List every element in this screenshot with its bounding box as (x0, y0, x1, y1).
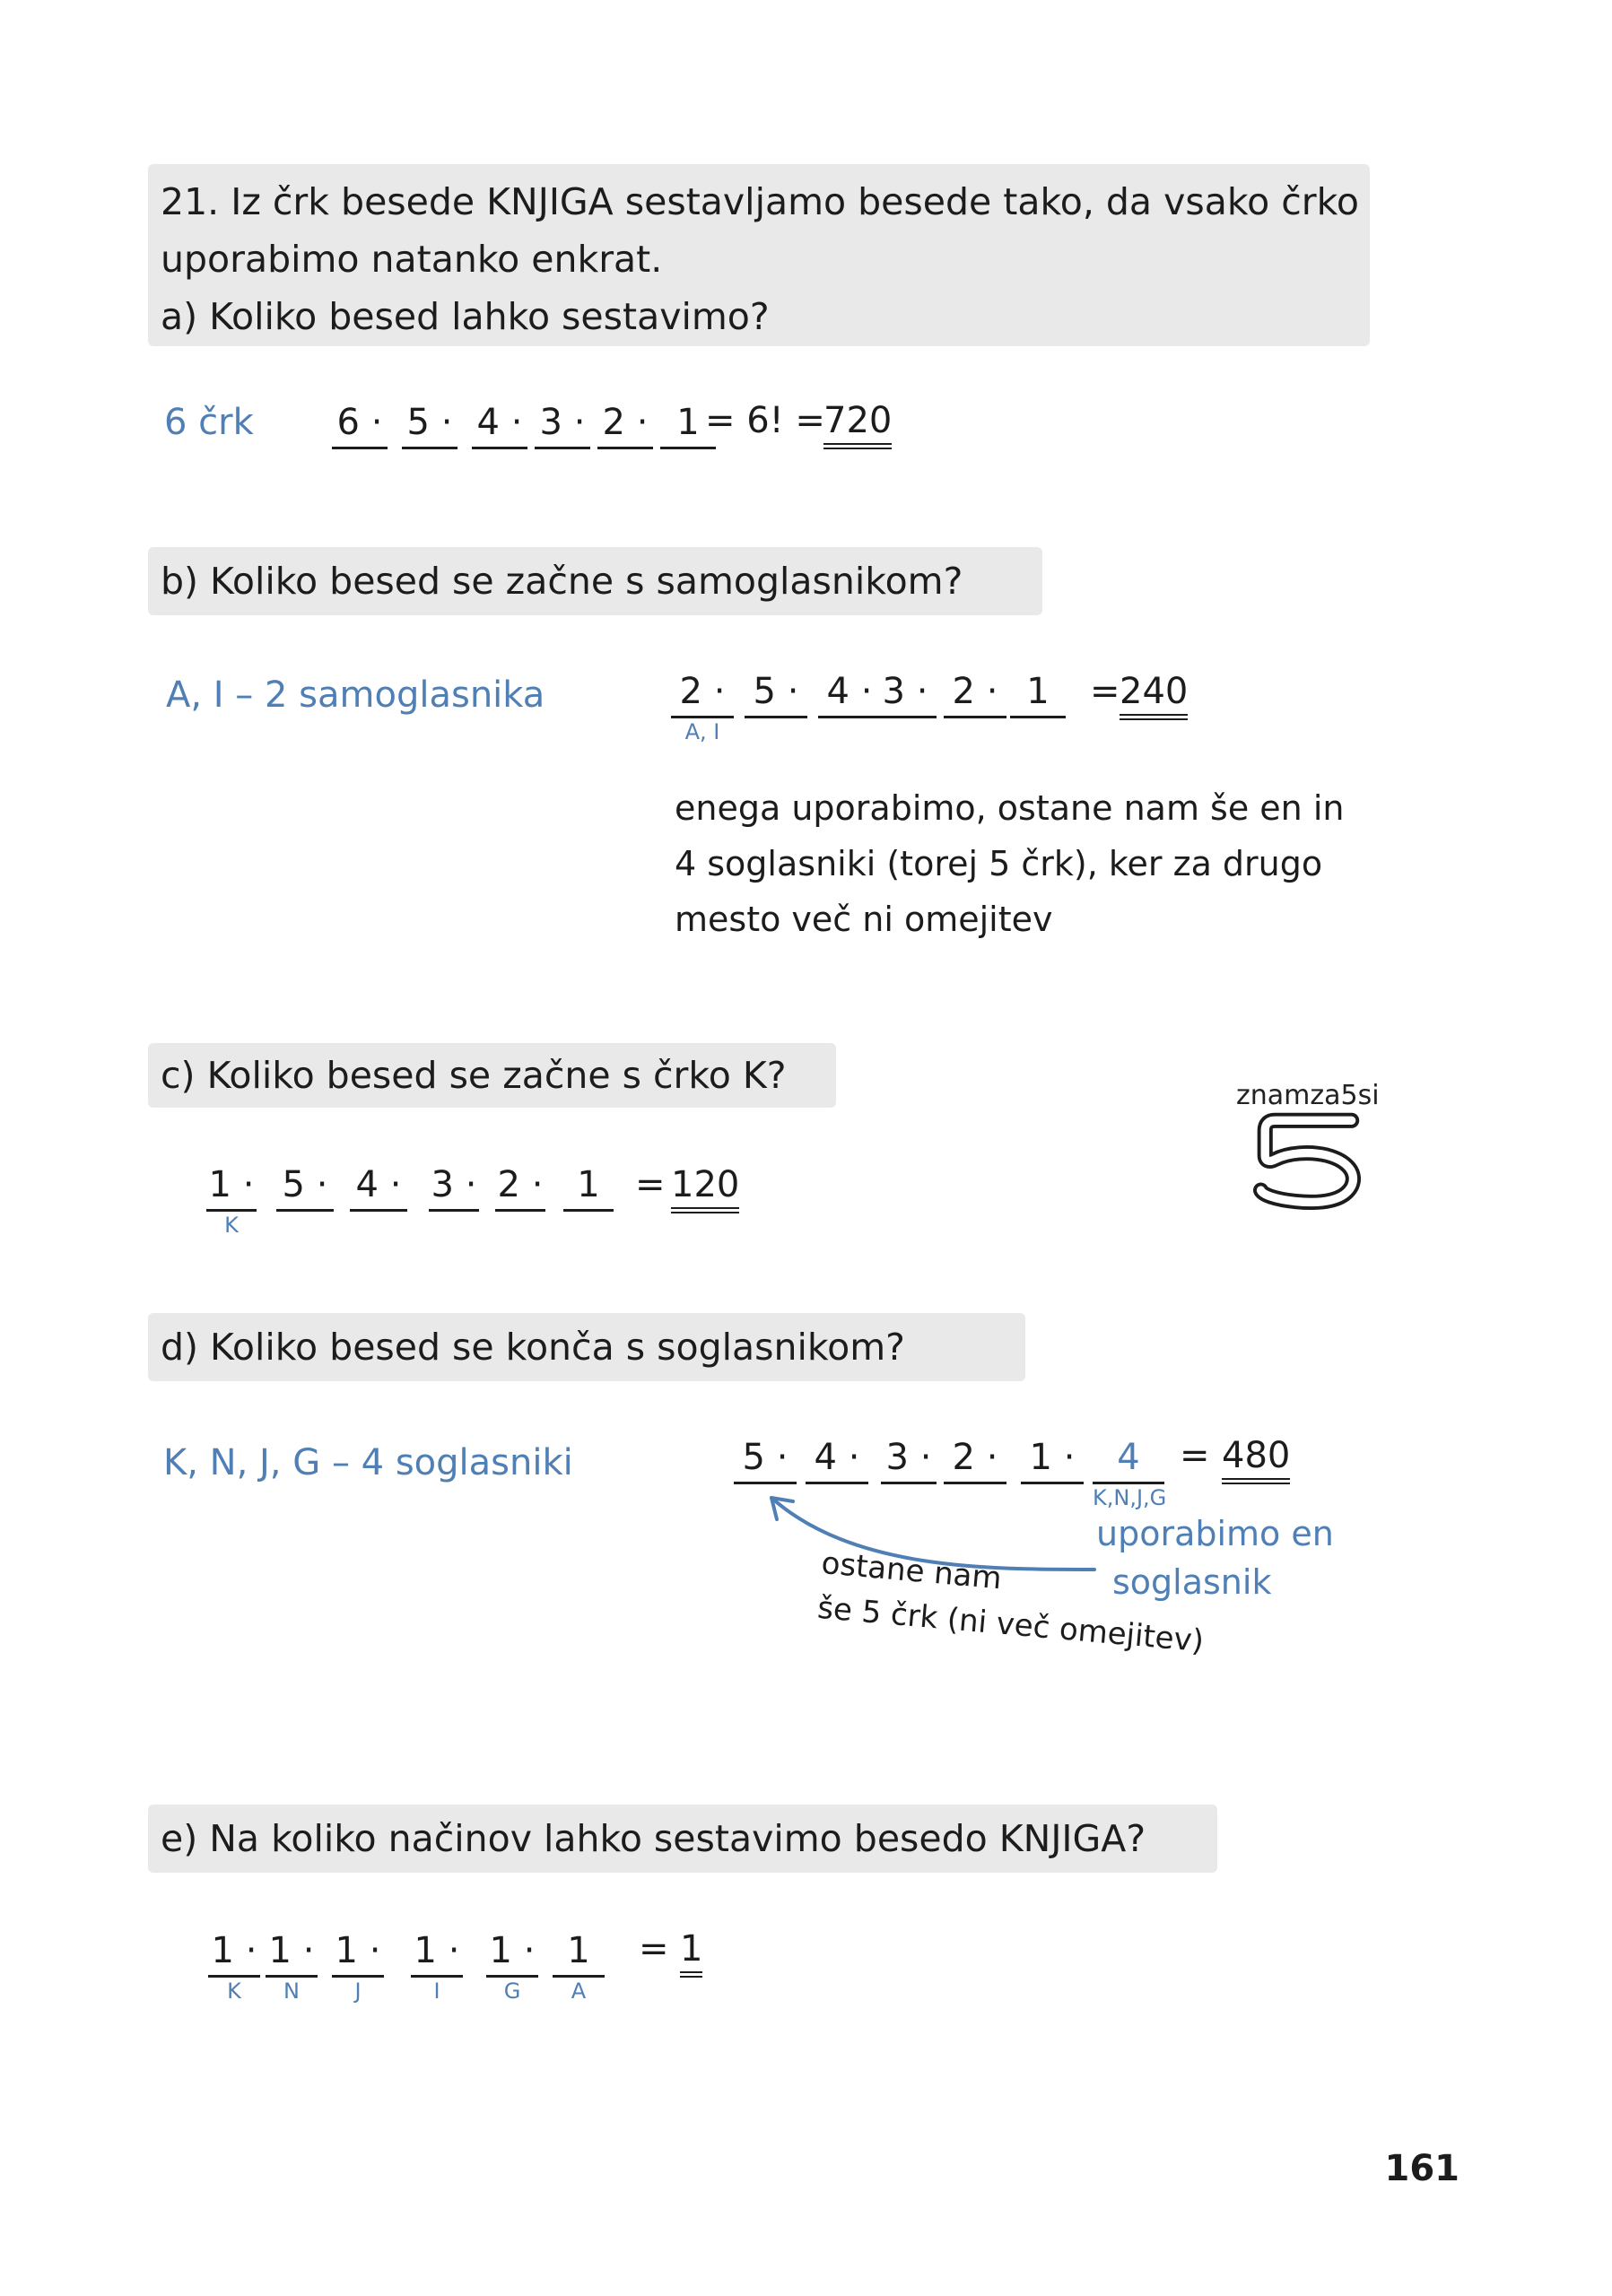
slot-sub: K,N,J,G (1093, 1485, 1167, 1510)
slot: 4 · (818, 669, 881, 718)
part-b-question: b) Koliko besed se začne s samoglasnikom? (161, 560, 963, 603)
slot: 1 · J (332, 1928, 384, 2005)
slot: 4 K,N,J,G (1093, 1437, 1167, 1510)
part-d-question: d) Koliko besed se konča s soglasnikom? (161, 1326, 905, 1369)
slot-sub: N (283, 1979, 300, 2004)
part-e-question-box (148, 1805, 1217, 1873)
part-e-equals: = (639, 1928, 669, 1970)
part-d-question-box (148, 1313, 1025, 1381)
slot: 1 · (1021, 1435, 1084, 1484)
part-a-equals: = 6! = (705, 400, 825, 441)
slot: 4 · (350, 1162, 407, 1212)
explanation-line-2: 4 soglasniki (torej 5 črk), ker za drugo (675, 844, 1323, 883)
slot-sub: I (433, 1979, 440, 2004)
slot: 5 · (276, 1162, 334, 1212)
annotation-right-line-1: uporabimo en (1096, 1514, 1334, 1553)
slot: 6 · (332, 400, 388, 449)
slot: 3 · (881, 1435, 937, 1484)
part-c-question-box (148, 1043, 836, 1108)
slot: 4 · (806, 1435, 868, 1484)
slot: 1 (660, 400, 716, 449)
part-b-question-box (148, 547, 1042, 615)
slot: 4 · (472, 400, 527, 449)
page-number: 161 (1384, 2148, 1460, 2189)
slot: 5 · (734, 1435, 797, 1484)
annotation-right-line-2: soglasnik (1112, 1562, 1272, 1602)
slot: 3 · (535, 400, 590, 449)
slot-sub: A, I (684, 719, 720, 744)
task-line-2: uporabimo natanko enkrat. (161, 238, 663, 281)
slot: 1 A (553, 1928, 605, 2005)
part-d-result: 480 (1222, 1435, 1290, 1484)
part-b-result: 240 (1120, 671, 1188, 720)
task-line-3: a) Koliko besed lahko sestavimo? (161, 295, 770, 338)
part-d-note: K, N, J, G – 4 soglasniki (163, 1442, 573, 1483)
slot: 5 · (402, 400, 457, 449)
slot-sub: K (224, 1213, 239, 1238)
part-e-question: e) Na koliko načinov lahko sestavimo besedo KNJIGA? (161, 1817, 1146, 1860)
slot: 2 · (944, 1435, 1006, 1484)
part-a-result: 720 (823, 400, 892, 449)
part-b-note: A, I – 2 samoglasnika (166, 674, 545, 716)
explanation-line-1: enega uporabimo, ostane nam še en in (675, 788, 1345, 828)
slot: 1 · K (206, 1162, 257, 1239)
part-b-equals: = (1090, 671, 1120, 712)
slot: 2 · (597, 400, 653, 449)
slot: 2 · (944, 669, 1006, 718)
task-line-1: 21. Iz črk besede KNJIGA sestavljamo besede tako, da vsako črko (161, 180, 1359, 223)
logo-five-icon (1229, 1112, 1390, 1238)
slot: 2 · A, I (671, 669, 734, 745)
part-c-result: 120 (671, 1164, 739, 1213)
explanation-line-3: mesto več ni omejitev (675, 900, 1053, 939)
slot: 1 · I (411, 1928, 463, 2005)
part-d-equals: = (1180, 1435, 1210, 1476)
task-box (148, 164, 1370, 346)
logo-text: znamza5si (1236, 1080, 1380, 1111)
slot: 1 (563, 1162, 614, 1212)
part-c-question: c) Koliko besed se začne s črko K? (161, 1054, 787, 1097)
slot: 3 · (429, 1162, 479, 1212)
slot: 1 (1010, 669, 1066, 718)
annotation-left-line-2: še 5 črk (ni več omejitev) (815, 1589, 1206, 1660)
annotation-left-line-1: ostane nam (820, 1544, 1004, 1597)
part-a-note: 6 črk (164, 402, 254, 443)
part-b-explanation (675, 780, 1344, 947)
slot: 2 · (495, 1162, 545, 1212)
slot: 1 · G (486, 1928, 538, 2005)
slot-sub: J (354, 1979, 362, 2004)
slot: 1 · N (266, 1928, 318, 2005)
slot: 1 · K (208, 1928, 260, 2005)
slot-sub: A (571, 1979, 587, 2004)
part-e-result: 1 (680, 1928, 702, 1978)
slot: 3 · (874, 669, 937, 718)
slot: 5 · (745, 669, 807, 718)
slot-sub: K (227, 1979, 241, 2004)
part-c-equals: = (635, 1164, 666, 1205)
slot-sub: G (503, 1979, 521, 2004)
